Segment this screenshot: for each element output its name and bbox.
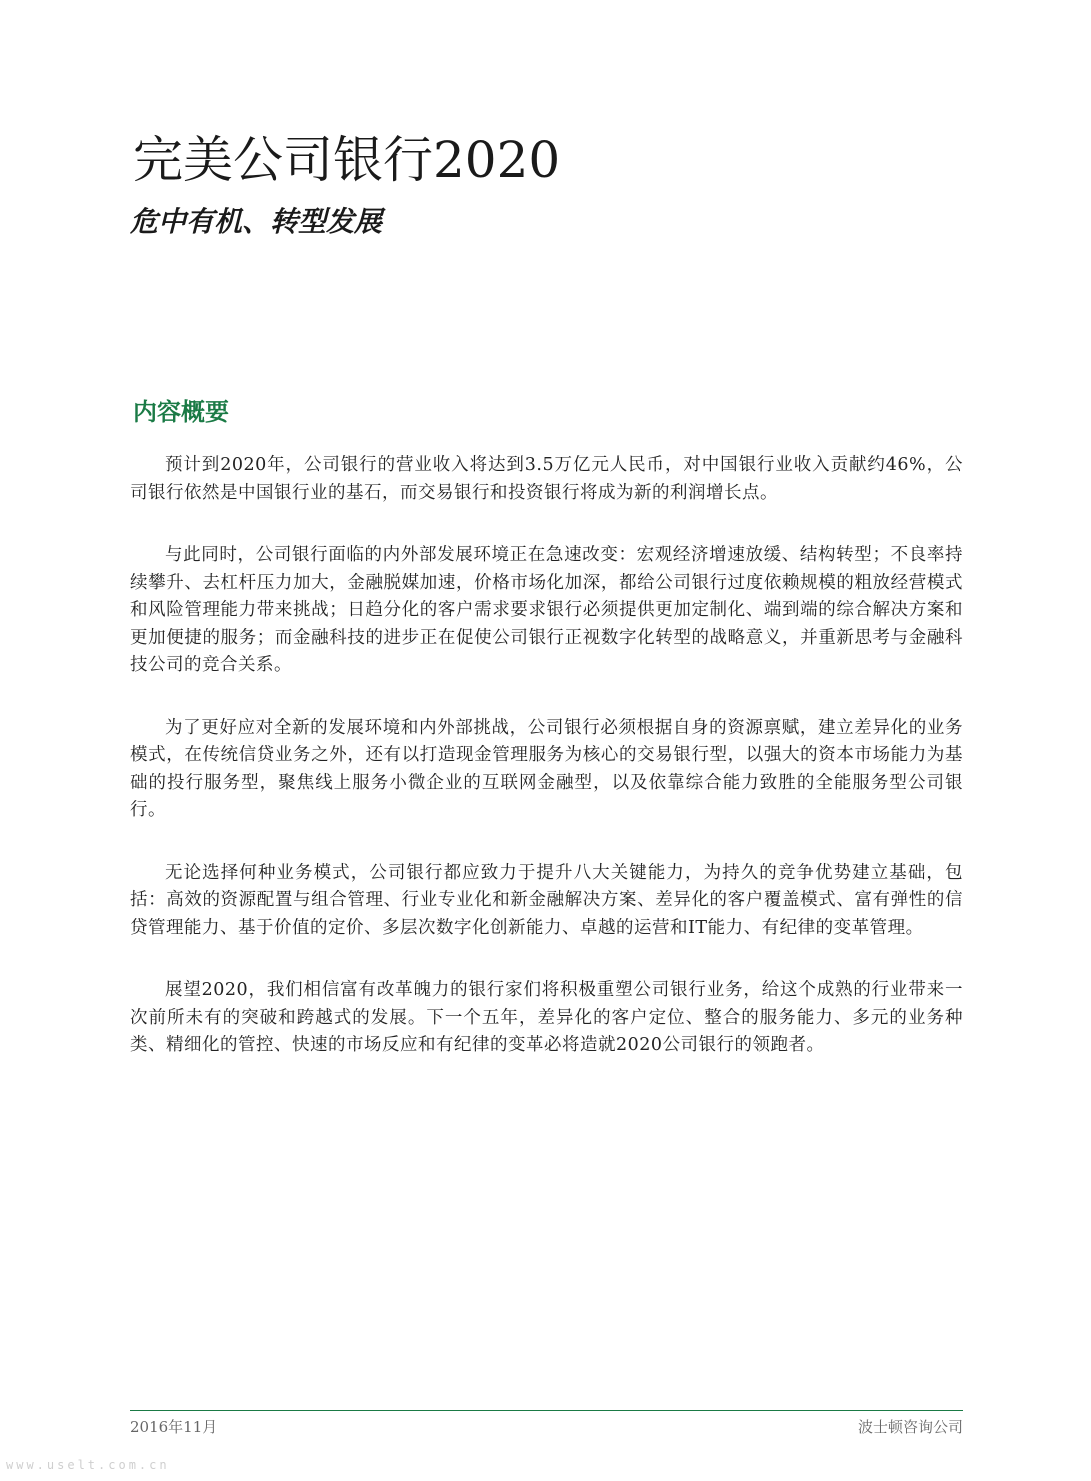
watermark: www.uselt.com.cn bbox=[6, 1458, 170, 1472]
footer-publisher: 波士顿咨询公司 bbox=[857, 1418, 963, 1436]
paragraph-1: 预计到2020年，公司银行的营业收入将达到3.5万亿元人民币，对中国银行业收入贡献约46%，公司银行依然是中国银行业的基石，而交易银行和投资银行将成为新的利润增长点。 bbox=[130, 455, 963, 503]
page-subtitle: 危中有机、转型发展 bbox=[130, 205, 383, 238]
summary-body bbox=[130, 452, 963, 1095]
paragraph-3: 为了更好应对全新的发展环境和内外部挑战，公司银行必须根据自身的资源禀赋，建立差异化的业务模式，在传统信贷业务之外，还有以打造现金管理服务为核心的交易银行型，以强大的资本市场能力为基础的投行服务型，聚焦线上服务小微企业的互联网金融型，以及依靠综合能力致胜的全能服务型公司银行。 bbox=[130, 717, 963, 820]
paragraph-5: 展望2020，我们相信富有改革魄力的银行家们将积极重塑公司银行业务，给这个成熟的行业带来一次前所未有的突破和跨越式的发展。下一个五年，差异化的客户定位、整合的服务能力、多元的业务种类、精细化的管控、快速的市场反应和有纪律的变革必将造就2020公司银行的领跑者。 bbox=[130, 980, 963, 1055]
footer-divider bbox=[130, 1410, 963, 1411]
section-heading: 内容概要 bbox=[133, 397, 229, 426]
footer-date: 2016年11月 bbox=[130, 1418, 218, 1436]
paragraph-4: 无论选择何种业务模式，公司银行都应致力于提升八大关键能力，为持久的竞争优势建立基础，包括：高效的资源配置与组合管理、行业专业化和新金融解决方案、差异化的客户覆盖模式、富有弹性的信贷管理能力、基于价值的定价、多层次数字化创新能力、卓越的运营和IT能力、有纪律的变革管理。 bbox=[130, 862, 963, 938]
paragraph-2: 与此同时，公司银行面临的内外部发展环境正在急速改变：宏观经济增速放缓、结构转型；不良率持续攀升、去杠杆压力加大，金融脱媒加速，价格市场化加深，都给公司银行过度依赖规模的粗放经营模式和风险管理能力带来挑战；日趋分化的客户需求要求银行必须提供更加定制化、端到端的综合解决方案和更加便捷的服务；而金融科技的进步正在促使公司银行正视数字化转型的战略意义，并重新思考与金融科技公司的竞合关系。 bbox=[130, 545, 963, 675]
page-title: 完美公司银行2020 bbox=[133, 131, 561, 189]
